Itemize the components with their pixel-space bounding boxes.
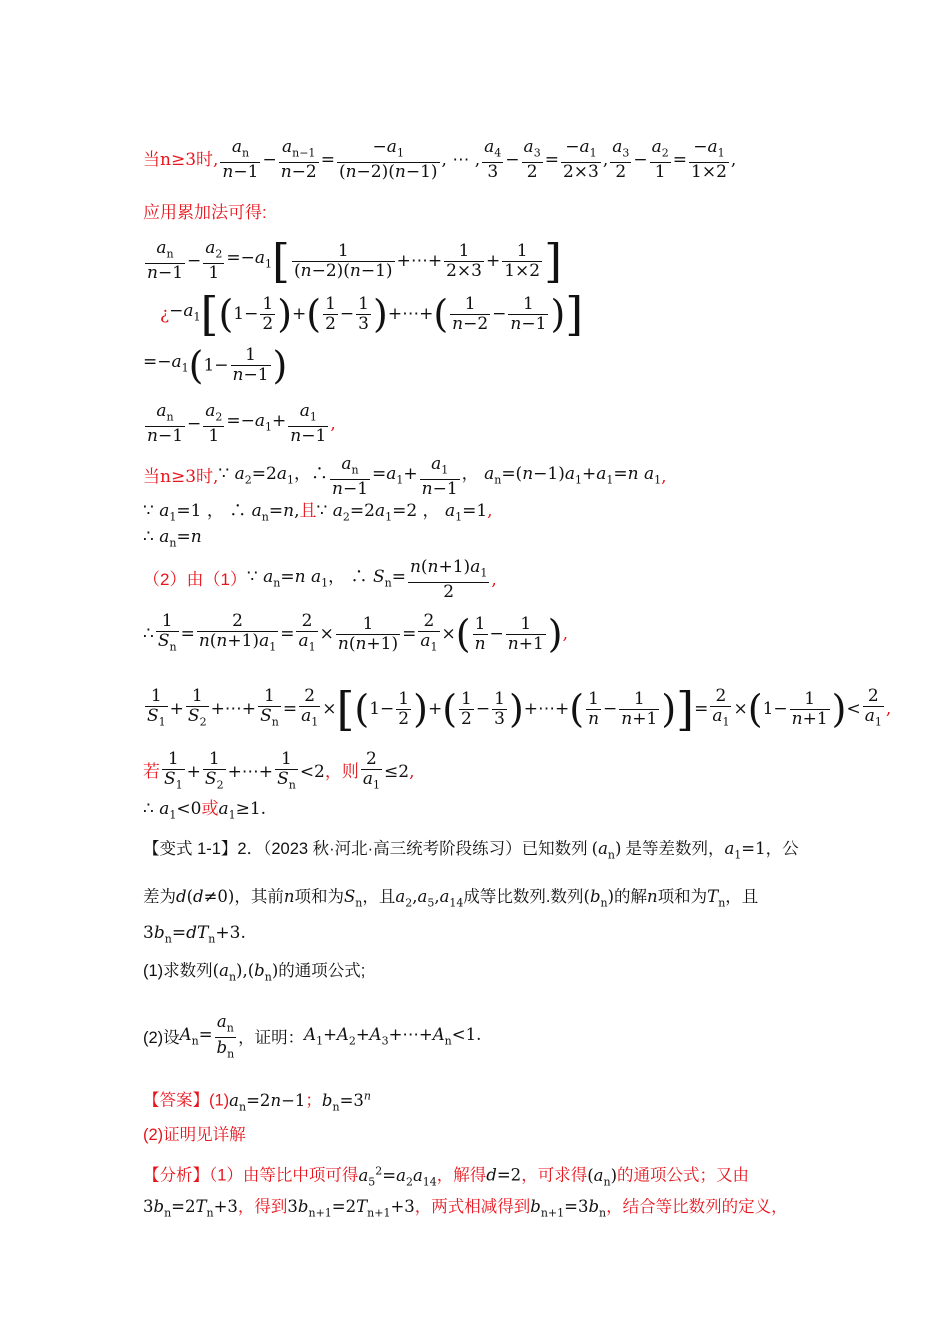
step-line-3: $\frac{a_n}{n-1}$ − $\frac{a_2}{1}$ $=-a_1$[ $\frac{1}{(n-2)(n-1)}$ +⋯+ $\frac{1}{2\times 3}$ + $\frac{1}{1\times 2}$ ] <box>147 234 563 288</box>
problem-line-1: 【变式 1-1】2．（2023 秋·河北·高三统考阶段练习）已知数列 $(a_n)$ 是等差数列，$a_1=1$，公 <box>143 839 799 862</box>
analysis-line-2: $3b_n=2T_n+3$，得到$3b_{n+1}=2T_{n+1}+3$，两式相减得到$b_{n+1}=3b_n$，结合等比数列的定义， <box>143 1197 788 1220</box>
step-line-6: $\frac{a_n}{n-1}$ − $\frac{a_2}{1}$ $=-a_1+$ $\frac{a_1}{n-1}$ , <box>147 401 336 447</box>
problem-text-2f: 的解 <box>614 888 648 906</box>
step-line-8: ∵ $a_1=1$ ， ∴ $a_n=n$,且∵ $a_2=2a_1=2$ ， $a_1=1$, <box>143 501 493 524</box>
analysis-text-6: ，两式相减得到 <box>414 1198 531 1216</box>
part1-end: 的通项公式; <box>278 962 366 980</box>
problem-part-1: (1)求数列$(a_n),(b_n)$的通项公式; <box>143 961 366 984</box>
analysis-text-1: （1）由等比中项可得 <box>209 1166 359 1185</box>
step-line-13: 若 $\frac{1}{S_1}$ + $\frac{1}{S_2}$ +⋯+ $\frac{1}{S_n}$ <2，则 $\frac{2}{a_1}$ ≤2, <box>143 749 415 792</box>
analysis-line-1: 【分析】（1）由等比中项可得$a_5^2=a_2a_{14}$，解得d=2，可求得$(a_n)$的通项公式；又由 <box>143 1164 749 1188</box>
problem-text-1c: ，公 <box>765 840 799 858</box>
when-label: 当 <box>143 150 160 170</box>
part2-label: （2）由（1） <box>143 570 247 590</box>
step-line-11: ∴ $\frac{1}{S_n}$ = $\frac{2}{n(n+1)a_1}$ = $\frac{2}{a_1}$ × $\frac{1}{n(n+1)}$ = $\frac{2}{a_1}$ ×( $\frac{1}{n}$ − $\frac{1}{n+1}$ ), <box>143 611 569 657</box>
problem-part-2: (2)设$A_n=$ $\frac{a_n}{b_n}$ ，证明：$A_1+A_2+A_3+\cdots+A_n<1$. <box>143 1012 482 1061</box>
analysis-text-3: ，可求得 <box>521 1166 588 1185</box>
answer-part1-label: (1) <box>209 1091 230 1110</box>
step-label-accumulate: 应用累加法可得: <box>143 203 267 222</box>
condition-text-2: n≥3时, <box>160 467 219 488</box>
step-line-14: ∴ $a_1<0$或$a_1\ge 1$. <box>143 799 267 822</box>
problem-text-2a: 差为 <box>143 888 176 906</box>
problem-text-2d: ，且 <box>362 888 396 906</box>
answer-label: 【答案】 <box>143 1091 209 1110</box>
condition-text: n≥3时, <box>160 150 219 171</box>
problem-text-2h: ，且 <box>725 888 759 906</box>
then-label: ，则 <box>324 762 359 782</box>
answer-separator: ； <box>305 1091 322 1110</box>
answer-part2: (2)证明见详解 <box>143 1126 246 1144</box>
problem-text-2b: ，其前 <box>234 888 284 906</box>
part2-mid: ，证明： <box>238 1028 305 1047</box>
step-line-7: 当n≥3时,∵ $a_2=2a_1$，∴ $\frac{a_n}{n-1}$ $=a_1+$ $\frac{a_1}{n-1}$ ， $a_n=(n-1)a_1+a_1=n$ $a_1$, <box>143 454 667 500</box>
analysis-label: 【分析】 <box>143 1166 209 1185</box>
problem-text-2e: 成等比数列.数列 <box>463 888 584 906</box>
step-line-5: $=-a_1(1-$ $\frac{1}{n-1}$ ) <box>143 343 288 388</box>
part2-text: (2)设 <box>143 1028 180 1047</box>
step-line-10: （2）由（1）∵ $a_n=n$ $a_1$， ∴ $S_n=$ $\frac{n(n+1)a_1}{2}$ , <box>143 557 497 603</box>
analysis-text-7: ，结合等比数列的定义， <box>606 1198 788 1216</box>
analysis-text-4: 的通项公式；又由 <box>617 1166 749 1185</box>
part1-text: (1)求数列 <box>143 962 213 980</box>
step-line-4: ¿$-a_1[(1-$ $\frac{1}{2}$ )+( $\frac{1}{2}$ − $\frac{1}{3}$ )+⋯+( $\frac{1}{n-2}$ − $\frac{1}{n-1}$ )] <box>160 287 584 341</box>
problem-text-2g: 项和为 <box>657 888 708 906</box>
step-line-12: $\frac{1}{S_1}$ + $\frac{1}{S_2}$ +⋯+ $\frac{1}{S_n}$ = $\frac{2}{a_1}$ ×[(1− $\frac{1}{2}$ )+( $\frac{1}{2}$ − $\frac{1}{3}$ )+⋯+( $\frac{1}{n}$ − $\frac{1}{n+1}$ )]= $\frac{2}{a_1}$ ×(1− $\frac{1}{n+1}$ )< $\frac{2}{a_1}$ , <box>147 682 892 736</box>
problem-tag: 【变式 1-1】2．（2023 秋·河北·高三统考阶段练习）已知数列 <box>143 840 588 858</box>
or-label: 或 <box>201 799 219 818</box>
if-label: 若 <box>143 762 160 782</box>
step-line-9: ∴ $a_n=n$ <box>143 527 202 550</box>
analysis-text-5: ，得到 <box>237 1198 288 1216</box>
when-label-2: 当 <box>143 467 160 487</box>
step-line-1: 当n≥3时, $\frac{a_n}{n-1}$ − $\frac{a_{n-1}}{n-2}$ = $\frac{-a_1}{(n-2)(n-1)}$ , ⋯ , $\frac{a_4}{3}$ − $\frac{a_3}{2}$ = $\frac{-a_1}{2\times 3}$ , $\frac{a_3}{2}$ − $\frac{a_2}{1}$ = $\frac{-a_1}{1\times 2}$ , <box>143 137 737 183</box>
and-label: 且 <box>299 501 317 520</box>
analysis-text-2: ，解得 <box>436 1166 487 1185</box>
problem-text-1b: 是等差数列， <box>625 840 725 858</box>
problem-line-2: 差为d(d≠0)，其前n项和为$S_n$，且$a_2,a_5,a_{14}$成等比数列.数列$(b_n)$的解n项和为$T_n$，且 <box>143 887 759 910</box>
problem-text-2c: 项和为 <box>294 888 344 906</box>
problem-line-3: $3b_n=dT_n+3$. <box>143 923 246 946</box>
answer-line: 【答案】$(1)a_n=2n-1$；$b_n=3^n$ <box>143 1089 371 1113</box>
